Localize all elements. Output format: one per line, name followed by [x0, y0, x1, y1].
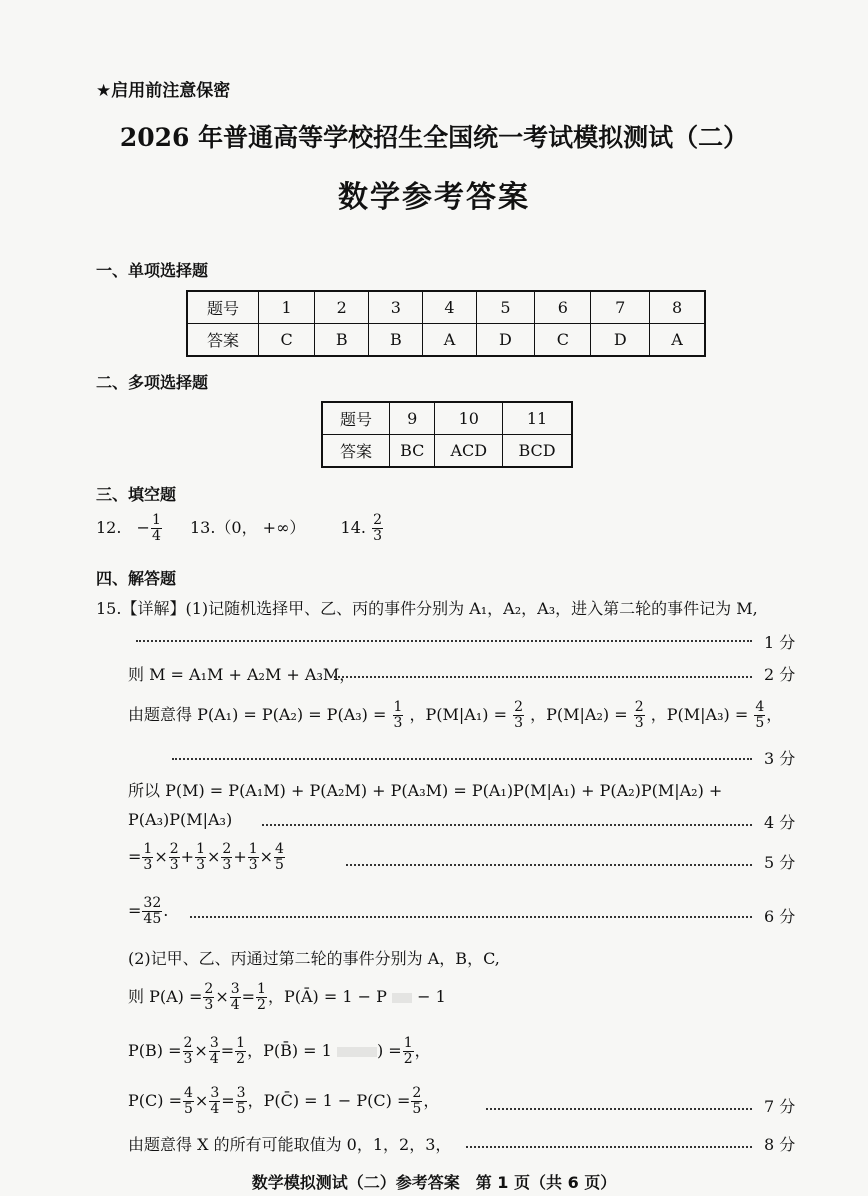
- text-segment: P(C) =: [128, 1091, 182, 1110]
- denominator: 5: [183, 1101, 193, 1117]
- numerator: 4: [755, 699, 765, 715]
- fraction: [209, 1036, 220, 1067]
- numerator: 1: [248, 841, 258, 857]
- solution-line: 则 M = A₁M + A₂M + A₃M，: [128, 665, 356, 684]
- denominator: 3: [222, 857, 232, 873]
- denominator: 3: [143, 857, 153, 873]
- fraction: [203, 982, 214, 1013]
- solution-line: 由题意得 X 的所有可能取值为 0，1，2，3，: [128, 1135, 452, 1154]
- numerator: 4: [183, 1085, 193, 1101]
- text-segment: ，: [423, 1091, 440, 1110]
- confidential-notice: ★启用前注意保密: [96, 81, 231, 101]
- numerator: 1: [151, 512, 161, 528]
- fraction: [142, 896, 162, 927]
- denominator: 3: [373, 528, 382, 544]
- question-number: 10: [435, 402, 503, 435]
- table-row: [187, 324, 705, 357]
- denominator: 3: [248, 857, 258, 873]
- text-segment: =: [221, 1091, 235, 1110]
- numerator: 3: [209, 1035, 219, 1051]
- denominator: 2: [236, 1051, 246, 1067]
- denominator: 5: [236, 1101, 246, 1117]
- denominator: 3: [183, 1051, 193, 1067]
- text-segment: ，: [414, 1041, 431, 1060]
- denominator: 3: [196, 857, 205, 873]
- score-mark: 5 分: [764, 853, 796, 872]
- text-segment: 由题意得 P(A₁) = P(A₂) = P(A₃) =: [128, 705, 387, 724]
- row-label: 答案: [187, 324, 259, 357]
- leader-dots: [466, 1146, 752, 1148]
- fraction: [248, 842, 259, 873]
- fraction: [634, 700, 645, 731]
- score-mark: 6 分: [764, 907, 796, 926]
- question-number: 2: [315, 291, 369, 324]
- question-number: 1: [259, 291, 315, 324]
- numerator: 1: [236, 1035, 246, 1051]
- numerator: 1: [143, 841, 153, 857]
- numerator: 4: [275, 841, 284, 857]
- fraction: [411, 1086, 422, 1117]
- solution-line: [128, 982, 446, 1013]
- numerator: 32: [143, 895, 162, 911]
- numerator: 2: [204, 981, 214, 997]
- q12-label: 12.: [96, 518, 122, 537]
- text-segment: ×: [194, 1041, 208, 1060]
- text-segment: ，P(M|A₂) =: [530, 705, 628, 724]
- row-label: 题号: [322, 402, 390, 435]
- question-number: 3: [369, 291, 423, 324]
- score-mark: 3 分: [764, 749, 796, 768]
- answer-cell: BCD: [503, 435, 572, 468]
- table-row: [322, 402, 572, 435]
- fraction: [209, 1086, 220, 1117]
- fraction: [221, 842, 232, 873]
- denominator: 3: [634, 715, 644, 731]
- section3-heading: 三、填空题: [96, 485, 177, 504]
- answer-cell: BC: [390, 435, 435, 468]
- numerator: 2: [634, 699, 644, 715]
- numerator: 2: [412, 1085, 422, 1101]
- text-segment: +: [180, 847, 195, 866]
- fraction: [230, 982, 241, 1013]
- single-choice-table: [186, 290, 706, 357]
- score-mark: 7 分: [764, 1097, 796, 1116]
- denominator: 4: [151, 528, 161, 544]
- solution-line: (2)记甲、乙、丙通过第二轮的事件分别为 A，B，C,: [128, 949, 500, 968]
- question-number: 9: [390, 402, 435, 435]
- answer-cell: A: [423, 324, 476, 357]
- fraction: [393, 700, 404, 731]
- fraction: [754, 700, 765, 731]
- page-footer: 数学模拟测试（二）参考答案 第 1 页（共 6 页）: [251, 1173, 617, 1192]
- numerator: 3: [210, 1085, 220, 1101]
- leader-dots: [136, 640, 752, 642]
- denominator: 3: [393, 715, 403, 731]
- answer-cell: C: [259, 324, 315, 357]
- text-segment: ×: [206, 847, 221, 866]
- denominator: 3: [204, 997, 214, 1013]
- leader-dots: [330, 676, 752, 678]
- text-segment: =: [128, 901, 142, 920]
- question-number: 5: [476, 291, 535, 324]
- text-segment: ，P(M|A₃) =: [650, 705, 749, 724]
- leader-dots: [346, 864, 752, 866]
- row-label: 题号: [187, 291, 259, 324]
- text-segment: ) =: [376, 1041, 402, 1060]
- text-segment: ×: [259, 847, 274, 866]
- numerator: 2: [183, 1035, 193, 1051]
- smudge: [392, 993, 412, 1003]
- question-number: 7: [591, 291, 650, 324]
- leader-dots: [262, 824, 752, 826]
- answer-cell: D: [476, 324, 535, 357]
- fraction: [256, 982, 267, 1013]
- text-segment: ×: [194, 1091, 209, 1110]
- table-row: [322, 435, 572, 468]
- fraction: [403, 1036, 414, 1067]
- score-mark: 4 分: [764, 813, 796, 832]
- text-segment: 1: [435, 987, 446, 1006]
- q12-sign: −: [136, 518, 150, 537]
- question-number: 4: [423, 291, 476, 324]
- question-number: 11: [503, 402, 572, 435]
- fraction: [169, 842, 180, 873]
- solution-line: P(A₃)P(M|A₃): [128, 810, 233, 829]
- answer-cell: B: [369, 324, 423, 357]
- question-number: 8: [650, 291, 705, 324]
- q15-intro: 15.【详解】(1)记随机选择甲、乙、丙的事件分别为 A₁，A₂，A₃，进入第二轮的事件记为 M,: [96, 599, 758, 618]
- denominator: 4: [209, 1051, 219, 1067]
- leader-dots: [172, 758, 752, 760]
- score-mark: 8 分: [764, 1135, 796, 1154]
- text-segment: ，P(Ā) = 1 − P: [267, 987, 387, 1006]
- multi-choice-table: [321, 401, 573, 468]
- text-segment: +: [233, 847, 247, 866]
- fraction: [274, 842, 285, 873]
- text-segment: ，P(C̄) = 1 − P(C) =: [247, 1091, 411, 1110]
- fraction: [142, 842, 153, 873]
- answer-cell: ACD: [435, 435, 503, 468]
- answer-cell: D: [591, 324, 650, 357]
- numerator: 2: [169, 841, 179, 857]
- text-segment: =: [220, 1041, 235, 1060]
- denominator: 5: [755, 715, 765, 731]
- denominator: 2: [403, 1051, 413, 1067]
- q13-answer: 13.（0， +∞）: [189, 518, 306, 537]
- q14-label: 14.: [340, 518, 366, 537]
- table-row: [187, 291, 705, 324]
- answer-key-title: 数学参考答案: [338, 180, 530, 215]
- answer-cell: C: [535, 324, 591, 357]
- text-segment: .: [163, 901, 169, 920]
- text-segment: =: [241, 987, 256, 1006]
- answer-cell: A: [650, 324, 705, 357]
- solution-line: [128, 1036, 431, 1067]
- numerator: 1: [403, 1035, 413, 1051]
- numerator: 2: [373, 512, 382, 528]
- solution-line: [128, 1086, 439, 1117]
- leader-dots: [486, 1108, 752, 1110]
- section4-heading: 四、解答题: [96, 569, 177, 588]
- score-mark: 2 分: [764, 665, 796, 684]
- section2-heading: 二、多项选择题: [96, 373, 209, 392]
- denominator: 3: [514, 715, 524, 731]
- solution-line: [128, 700, 782, 731]
- numerator: 1: [257, 981, 266, 997]
- numerator: 3: [236, 1085, 246, 1101]
- question-number: 6: [535, 291, 591, 324]
- fraction: [195, 842, 206, 873]
- text-segment: ，P(B̄) = 1: [247, 1041, 332, 1060]
- text-segment: −: [417, 987, 431, 1006]
- smudge: [337, 1047, 377, 1057]
- fraction: [183, 1036, 194, 1067]
- denominator: 3: [169, 857, 179, 873]
- fill-blank-answers: [96, 513, 384, 544]
- text-segment: ×: [154, 847, 168, 866]
- text-segment: ，P(M|A₁) =: [409, 705, 508, 724]
- denominator: 2: [257, 997, 266, 1013]
- solution-line: [128, 896, 168, 927]
- text-segment: ，: [766, 705, 783, 724]
- text-segment: 则 P(A) =: [128, 987, 203, 1006]
- fraction: [235, 1036, 246, 1067]
- text-segment: ×: [215, 987, 229, 1006]
- solution-line: [128, 842, 286, 873]
- text-segment: P(B) =: [128, 1041, 182, 1060]
- score-mark: 1 分: [764, 633, 796, 652]
- numerator: 3: [230, 981, 240, 997]
- denominator: 5: [412, 1101, 422, 1117]
- denominator: 4: [230, 997, 240, 1013]
- fraction: [236, 1086, 247, 1117]
- q12-fraction: [151, 513, 162, 544]
- answer-cell: B: [315, 324, 369, 357]
- numerator: 1: [393, 699, 403, 715]
- numerator: 2: [514, 699, 524, 715]
- solution-line: 所以 P(M) = P(A₁M) + P(A₂M) + P(A₃M) = P(A₁)P(M|A₁) + P(A₂)P(M|A₂) +: [128, 781, 723, 800]
- denominator: 45: [143, 911, 162, 927]
- row-label: 答案: [322, 435, 390, 468]
- q14-fraction: [372, 513, 383, 544]
- denominator: 4: [210, 1101, 220, 1117]
- fraction: [513, 700, 524, 731]
- numerator: 2: [222, 841, 232, 857]
- denominator: 5: [275, 857, 284, 873]
- numerator: 1: [196, 841, 205, 857]
- section1-heading: 一、单项选择题: [96, 261, 209, 280]
- fraction: [183, 1086, 194, 1117]
- exam-title: 2026 年普通高等学校招生全国统一考试模拟测试（二）: [119, 123, 749, 152]
- leader-dots: [190, 916, 752, 918]
- text-segment: =: [128, 847, 142, 866]
